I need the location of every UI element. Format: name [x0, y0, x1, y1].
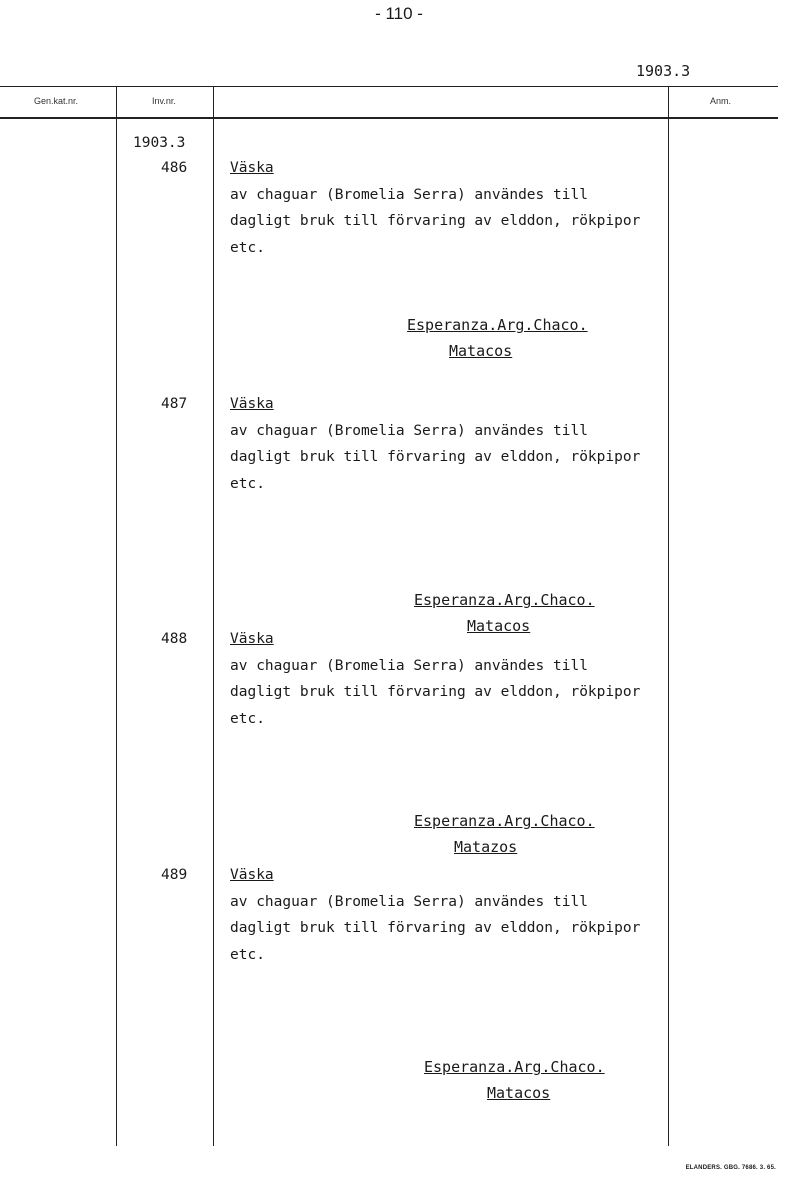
- inv-number: 487: [161, 396, 188, 412]
- place-label: Esperanza.Arg.Chaco.: [407, 316, 588, 334]
- description-line: dagligt bruk till förvaring av elddon, rökpipor: [230, 449, 641, 465]
- column-divider-desc: [213, 86, 214, 1146]
- description-line: dagligt bruk till förvaring av elddon, rökpipor: [230, 920, 641, 936]
- year-heading: 1903.3: [636, 62, 691, 80]
- description-line: etc.: [230, 240, 265, 256]
- entry-title: Väska: [230, 396, 274, 412]
- inv-number: 486: [161, 160, 188, 176]
- column-header-inv-nr: Inv.nr.: [152, 96, 176, 106]
- column-header-gen-kat-nr: Gen.kat.nr.: [34, 96, 79, 106]
- people-label: Matacos: [487, 1084, 551, 1102]
- entry-title: Väska: [230, 867, 274, 883]
- people-label: Matacos: [467, 617, 531, 635]
- place-label: Esperanza.Arg.Chaco.: [414, 591, 595, 609]
- description-line: dagligt bruk till förvaring av elddon, rökpipor: [230, 684, 641, 700]
- entry-title: Väska: [230, 631, 274, 647]
- page-number: - 110 -: [375, 4, 423, 23]
- description-line: dagligt bruk till förvaring av elddon, rökpipor: [230, 213, 641, 229]
- description-line: etc.: [230, 476, 265, 492]
- description-line: etc.: [230, 947, 265, 963]
- column-divider-anm: [668, 86, 669, 1146]
- description-line: etc.: [230, 711, 265, 727]
- people-label: Matazos: [454, 838, 518, 856]
- column-header-anm: Anm.: [710, 96, 732, 106]
- column-divider-inv: [116, 86, 117, 1146]
- inv-number: 488: [161, 631, 188, 647]
- printer-imprint: ELANDERS. GBG. 7686. 3. 65.: [685, 1165, 776, 1171]
- description-line: av chaguar (Bromelia Serra) användes till: [230, 187, 588, 203]
- place-label: Esperanza.Arg.Chaco.: [414, 812, 595, 830]
- description-line: av chaguar (Bromelia Serra) användes till: [230, 423, 588, 439]
- description-line: av chaguar (Bromelia Serra) användes till: [230, 894, 588, 910]
- people-label: Matacos: [449, 342, 513, 360]
- entry-title: Väska: [230, 160, 274, 176]
- description-line: av chaguar (Bromelia Serra) användes till: [230, 658, 588, 674]
- place-label: Esperanza.Arg.Chaco.: [424, 1058, 605, 1076]
- year-label: 1903.3: [133, 135, 186, 151]
- inv-number: 489: [161, 867, 188, 883]
